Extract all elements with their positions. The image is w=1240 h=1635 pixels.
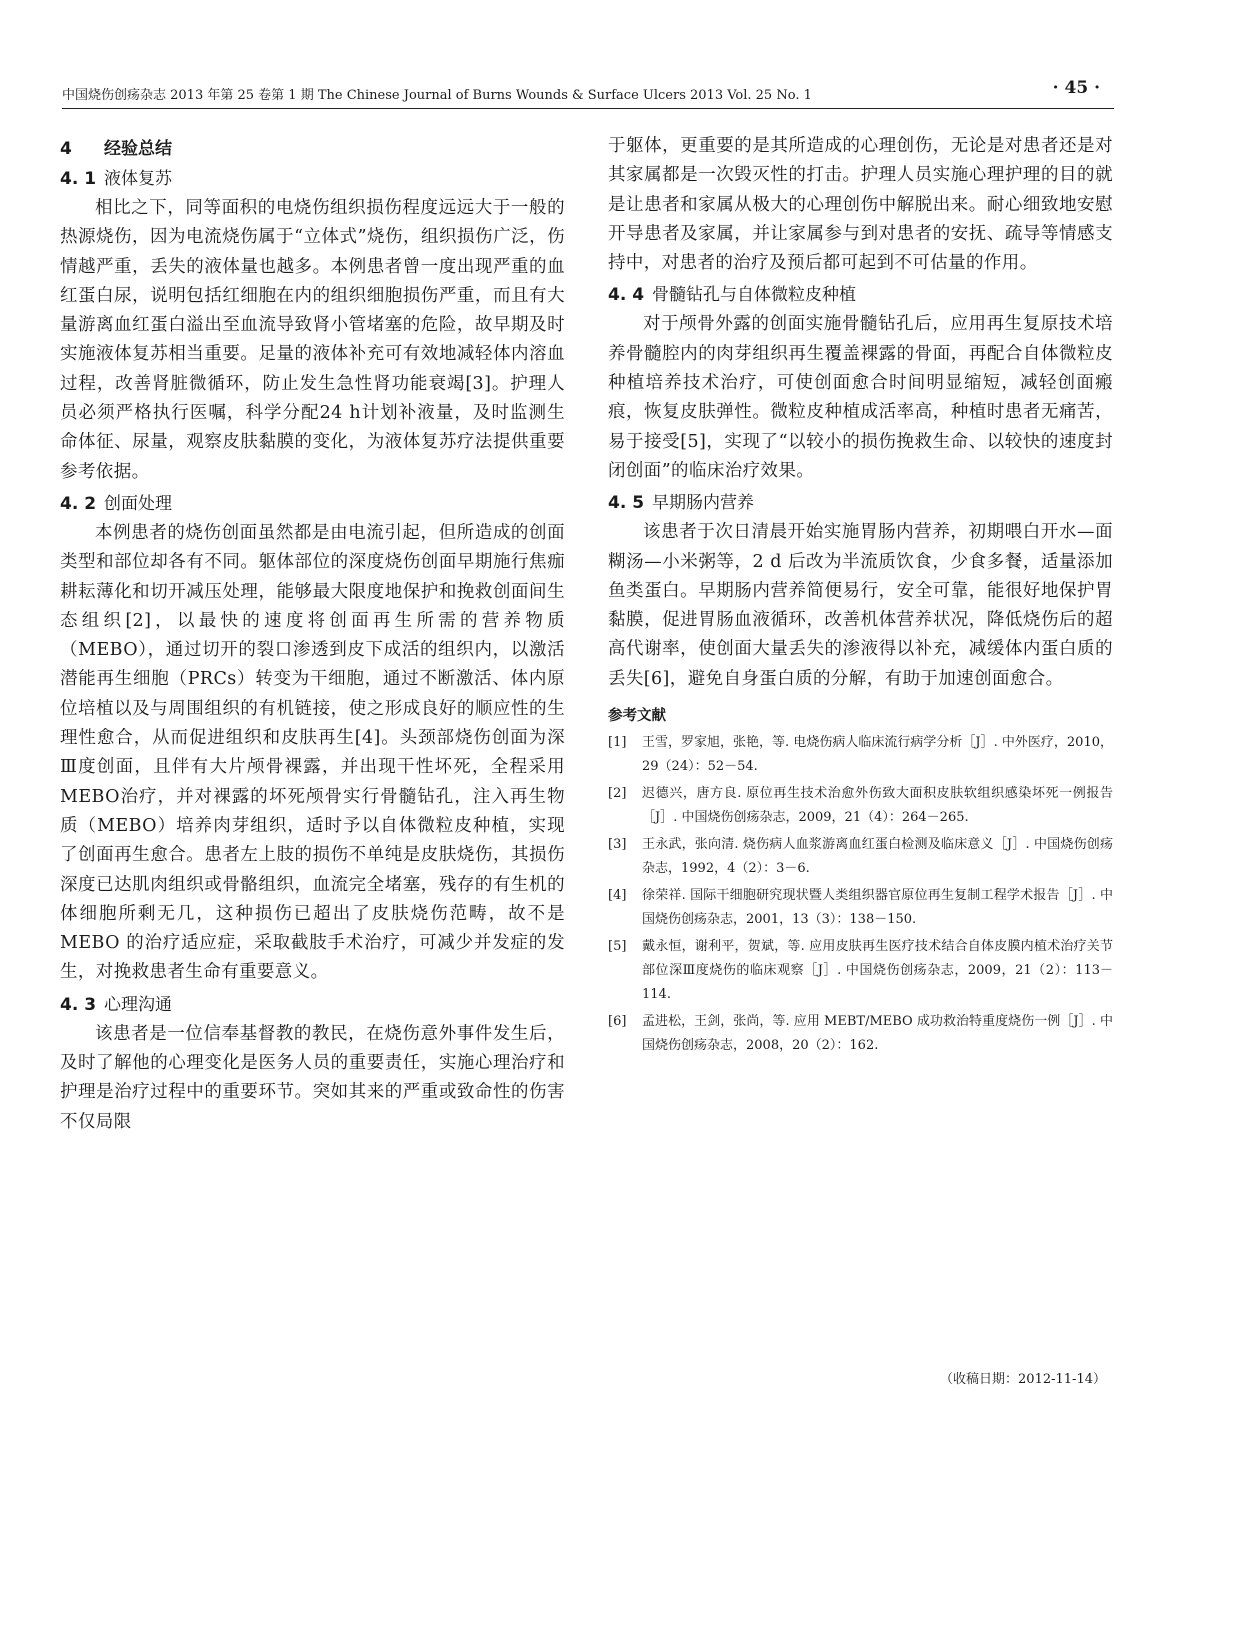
section-title: 经验总结 [104,139,172,159]
subsection-heading [608,490,1113,516]
reference-text: 戴永恒，谢利平，贺斌，等. 应用皮肤再生医疗技术结合自体皮膜内植术治疗关节部位深Ⅲ度烧伤的临床观察［J］. 中国烧伤创疡杂志，2009，21（2）：113－114. [642,939,1113,1003]
journal-citation: 中国烧伤创疡杂志 2013 年第 25 卷第 1 期 The Chinese Journal of Burns Wounds & Surface Ulcers 2013 Vol. 25 No. 1 [62,88,812,103]
subsection-heading [60,491,565,517]
subsection-heading [608,282,1113,308]
reference-text: 徐荣祥. 国际干细胞研究现状暨人类组织器官原位再生复制工程学术报告［J］. 中国烧伤创疡杂志，2001，13（3）：138－150. [642,888,1113,928]
reference-item [608,884,1113,932]
subsection-number: 4. 3 [60,994,97,1015]
reference-number: [1] [608,735,627,751]
subsection-title: 创面处理 [104,493,172,514]
reference-number: [6] [608,1014,627,1030]
reference-item [608,935,1113,1007]
section-number: 4 [60,139,72,159]
subsection-number: 4. 1 [60,169,97,189]
reference-item [608,1010,1113,1058]
page-number: · 45 · [1052,78,1100,98]
subsection-heading [60,992,565,1018]
paragraph-enteral-nutrition: 该患者于次日清晨开始实施胃肠内营养，初期喂白开水—面糊汤—小米粥等，2 d 后改为半流质饮食，少食多餐，适量添加鱼类蛋白。早期肠内营养简便易行，安全可靠，能很好地保护胃黏膜，促进胃肠血液循环，改善机体营养状况，降低烧伤后的超高代谢率，使创面大量丢失的渗液得以补充，减缓体内蛋白质的丢失[6]，避免自身蛋白质的分解，有助于加速创面愈合。 [608,522,1113,689]
received-date: （收稿日期：2012-11-14） [940,1372,1106,1387]
subsection-title: 心理沟通 [104,994,172,1015]
reference-item [608,782,1113,830]
reference-text: 王永武，张向清. 烧伤病人血浆游离血红蛋白检测及临床意义［J］. 中国烧伤创疡杂志，1992，4（2）：3－6. [642,837,1113,877]
left-column [60,132,565,1137]
section-heading [60,136,565,162]
reference-number: [3] [608,837,627,853]
running-header [62,78,1114,109]
subsection-number: 4. 4 [608,285,645,306]
paragraph-psychological-communication-continued: 于躯体，更重要的是其所造成的心理创伤，无论是对患者还是对其家属都是一次毁灭性的打击。护理人员实施心理护理的目的就是让患者和家属从极大的心理创伤中解脱出来。耐心细致地安慰开导患者及家属，并让家属参与到对患者的安抚、疏导等情感支持中，对患者的治疗及预后都可起到不可估量的作用。 [608,136,1113,274]
references-title: 参考文献 [608,708,666,725]
reference-number: [2] [608,786,627,802]
reference-item [608,833,1113,881]
paragraph-psychological-communication: 该患者是一位信奉基督教的教民，在烧伤意外事件发生后，及时了解他的心理变化是医务人员的重要责任，实施心理治疗和护理是治疗过程中的重要环节。突如其来的严重或致命性的伤害不仅局限 [60,1023,565,1132]
paragraph-fluid-resuscitation: 相比之下，同等面积的电烧伤组织损伤程度远远大于一般的热源烧伤，因为电流烧伤属于“立体式”烧伤，组织损伤广泛，伤情越严重，丢失的液体量也越多。本例患者曾一度出现严重的血红蛋白尿，说明包括红细胞在内的组织细胞损伤严重，而且有大量游离血红蛋白溢出至血流导致肾小管堵塞的危险，故早期及时实施液体复苏相当重要。足量的液体补充可有效地减轻体内溶血过程，改善肾脏微循环，防止发生急性肾功能衰竭[3]。护理人员必须严格执行医嘱，科学分配24 h计划补液量，及时监测生命体征、尿量，观察皮肤黏膜的变化，为液体复苏疗法提供重要参考依据。 [60,198,565,482]
paragraph-bone-marrow-drilling: 对于颅骨外露的创面实施骨髓钻孔后，应用再生复原技术培养骨髓腔内的肉芽组织再生覆盖裸露的骨面，再配合自体微粒皮种植培养技术治疗，可使创面愈合时间明显缩短，减轻创面瘢痕，恢复皮肤弹性。微粒皮种植成活率高，种植时患者无痛苦，易于接受[5]，实现了“以较小的损伤挽救生命、以较快的速度封闭创面”的临床治疗效果。 [608,314,1113,481]
reference-text: 孟进松，王剑，张尚，等. 应用 MEBT/MEBO 成功救治特重度烧伤一例［J］. 中国烧伤创疡杂志，2008，20（2）：162. [642,1014,1113,1054]
subsection-heading [60,166,565,192]
subsection-number: 4. 5 [608,493,645,514]
reference-text: 迟德兴，唐方良. 原位再生技术治愈外伤致大面积皮肤软组织感染坏死一例报告［J］. 中国烧伤创疡杂志，2009，21（4）：264－265. [642,786,1113,826]
reference-item [608,731,1113,779]
reference-number: [4] [608,888,627,904]
subsection-title: 骨髓钻孔与自体微粒皮种植 [652,285,856,306]
reference-text: 王雪，罗家旭，张艳，等. 电烧伤病人临床流行病学分析［J］. 中外医疗，2010，29（24）：52－54. [642,735,1113,775]
subsection-title: 液体复苏 [104,169,172,189]
subsection-title: 早期肠内营养 [652,493,754,514]
reference-number: [5] [608,939,627,955]
right-column [608,132,1113,1061]
subsection-number: 4. 2 [60,493,97,514]
paragraph-wound-treatment: 本例患者的烧伤创面虽然都是由电流引起，但所造成的创面类型和部位却各有不同。躯体部位的深度烧伤创面早期施行焦痂耕耘薄化和切开减压处理，能够最大限度地保护和挽救创面间生态组织[2]，以最快的速度将创面再生所需的营养物质（MEBO），通过切开的裂口渗透到皮下成活的组织内，以激活潜能再生细胞（PRCs）转变为干细胞，通过不断激活、体内原位培植以及与周围组织的有机链接，使之形成良好的顺应性的生理性愈合，从而促进组织和皮肤再生[4]。头颈部烧伤创面为深Ⅲ度创面，且伴有大片颅骨裸露，并出现干性坏死，全程采用MEBO治疗，并对裸露的坏死颅骨实行骨髓钻孔，注入再生物质（MEBO）培养肉芽组织，适时予以自体微粒皮种植，实现了创面再生愈合。患者左上肢的损伤不单纯是皮肤烧伤，其损伤深度已达肌肉组织或骨骼组织，血流完全堵塞，残存的有生机的体细胞所剩无几，这种损伤已超出了皮肤烧伤范畴，故不是 MEBO 的治疗适应症，采取截肢手术治疗，可减少并发症的发生，对挽救患者生命有重要意义。 [60,522,565,983]
